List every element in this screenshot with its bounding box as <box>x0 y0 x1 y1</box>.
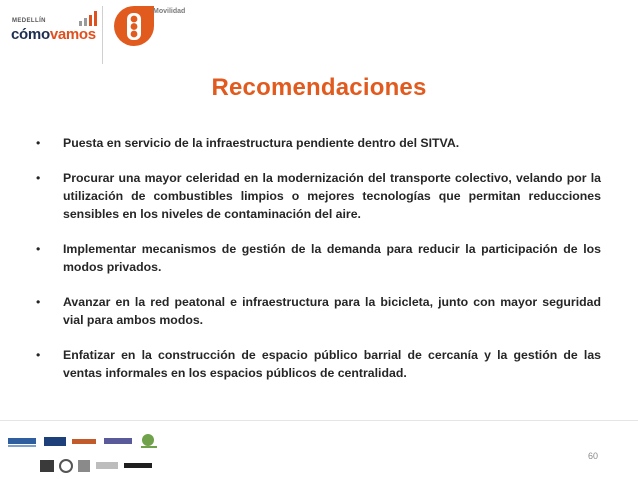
sponsor-logo-4-icon <box>104 438 132 444</box>
bullet-marker: • <box>36 348 41 362</box>
bullet-marker: • <box>36 136 41 150</box>
list-item <box>33 169 601 223</box>
list-item <box>33 240 601 276</box>
page-number: 60 <box>587 451 598 461</box>
sponsor-logo-1-icon <box>8 438 36 447</box>
sponsor-logo-6-icon <box>40 460 54 472</box>
logo-wordmark-part-2: vamos <box>49 26 96 43</box>
bullet-marker: • <box>36 171 41 185</box>
page-title: Recomendaciones <box>211 74 427 101</box>
bullet-marker: • <box>36 242 41 256</box>
traffic-light-icon <box>112 4 156 48</box>
list-item-text: Enfatizar en la construcción de espacio público barrial de cercanía y la gestión de las ventas informales en los espacios públicos de centralidad. <box>63 348 601 380</box>
logo-wordmark-part-1: cómo <box>11 26 50 43</box>
sponsor-logos <box>0 432 200 478</box>
logo-wordmark <box>11 26 96 43</box>
medellin-como-vamos-logo <box>8 8 100 52</box>
list-item-text: Avanzar en la red peatonal e infraestructura para la bicicleta, junto con mayor seguridad vial para ambos modos. <box>63 295 601 327</box>
sponsor-logo-8-icon <box>78 460 90 472</box>
bullet-marker: • <box>36 295 41 309</box>
header-divider <box>102 6 103 64</box>
section-tag: Movilidad <box>153 8 186 15</box>
sponsor-logo-9-icon <box>96 462 118 469</box>
list-item <box>33 346 601 382</box>
sponsor-logo-2-icon <box>44 437 66 446</box>
sponsor-logo-7-icon <box>60 460 72 472</box>
logo-bars-icon <box>78 10 100 26</box>
sponsor-logo-10-icon <box>124 463 152 468</box>
list-item <box>33 134 601 152</box>
recommendations-list <box>33 134 601 399</box>
sponsor-logo-3-icon <box>72 439 96 444</box>
list-item-text: Puesta en servicio de la infraestructura pendiente dentro del SITVA. <box>63 136 460 150</box>
footer-divider <box>0 420 638 421</box>
list-item-text: Implementar mecanismos de gestión de la demanda para reducir la participación de los modos privados. <box>63 242 601 274</box>
list-item-text: Procurar una mayor celeridad en la modernización del transporte colectivo, velando por la utilización de combustibles limpios o mejores tecnologías que permitan reducciones sensibles en los niveles de contaminación del aire. <box>63 171 601 221</box>
list-item <box>33 293 601 329</box>
sponsor-logo-5-icon <box>141 434 157 448</box>
logo-city-text: MEDELLÍN <box>12 18 46 24</box>
